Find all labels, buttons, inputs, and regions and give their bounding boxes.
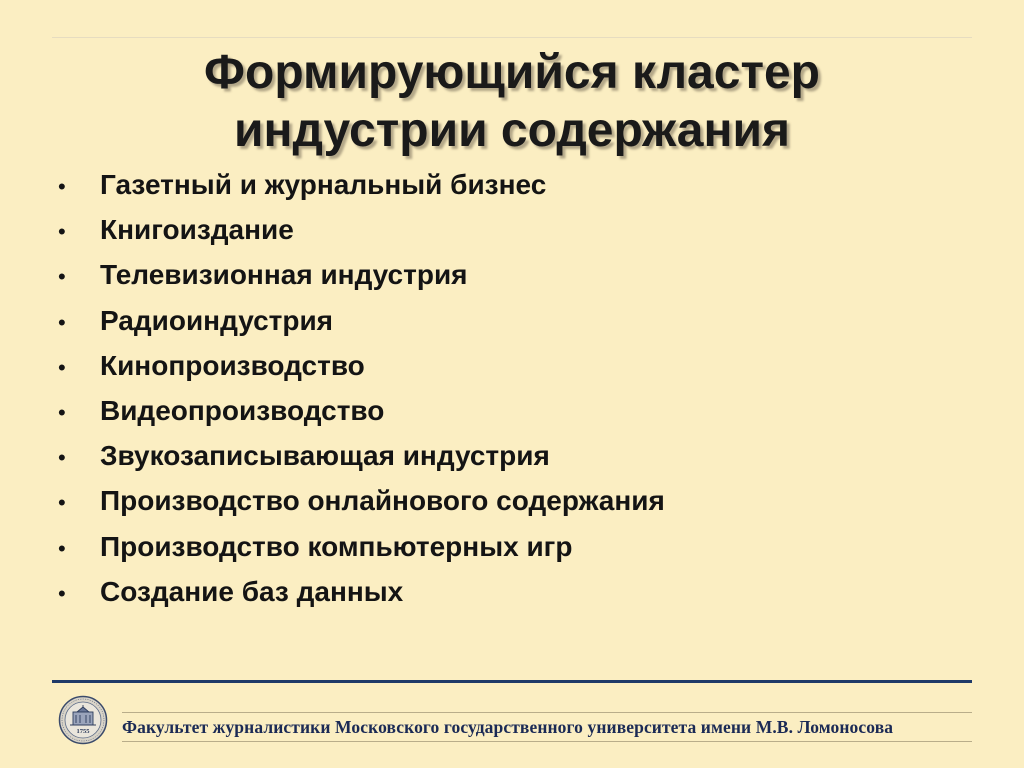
- bullet-icon: •: [58, 399, 66, 425]
- bullet-icon: •: [58, 174, 66, 199]
- bullet-icon: •: [58, 219, 66, 245]
- bullet-text: Газетный и журнальный бизнес: [100, 169, 547, 200]
- bullet-text: Производство компьютерных игр: [100, 530, 573, 562]
- bullet-text: Кинопроизводство: [100, 349, 365, 381]
- bullet-text: Производство онлайнового содержания: [100, 485, 665, 517]
- bullet-item: [58, 343, 665, 388]
- bullet-text: Телевизионная индустрия: [100, 259, 468, 291]
- bullet-text: Звукозаписывающая индустрия: [100, 440, 550, 472]
- footer-text: Факультет журналистики Московского государственного университета имени М.В. Ломоносова: [122, 717, 894, 737]
- slide-title-line-1: Формирующийся кластер: [204, 46, 820, 99]
- bullet-icon: •: [58, 354, 66, 380]
- bullet-item: [58, 569, 665, 614]
- bullet-item: [58, 433, 665, 478]
- bullet-icon: •: [58, 445, 66, 471]
- footer-banner: [122, 712, 972, 742]
- bullet-item: [58, 252, 665, 297]
- bullet-item: [58, 162, 665, 207]
- bullet-list: [58, 162, 665, 614]
- bullet-icon: •: [58, 264, 66, 290]
- bullet-text: Радиоиндустрия: [100, 304, 334, 336]
- bullet-item: [58, 478, 665, 523]
- bullet-item: [58, 524, 665, 569]
- bullet-item: [58, 298, 665, 343]
- slide-title-line-2: индустрии содержания: [234, 104, 790, 157]
- bullet-icon: •: [58, 490, 66, 516]
- seal-year: 1755: [76, 728, 90, 735]
- top-divider: [52, 37, 972, 38]
- bullet-text: Создание баз данных: [100, 575, 404, 607]
- bullet-text: Видеопроизводство: [100, 394, 385, 426]
- bullet-item: [58, 388, 665, 433]
- bullet-icon: •: [58, 580, 66, 606]
- bullet-text: Книгоиздание: [100, 214, 294, 246]
- footer-divider: [52, 680, 972, 683]
- bullet-icon: •: [58, 309, 66, 335]
- bullet-item: [58, 207, 665, 252]
- bullet-icon: •: [58, 535, 66, 561]
- slide-title: [60, 44, 964, 160]
- university-seal-icon: [58, 695, 108, 745]
